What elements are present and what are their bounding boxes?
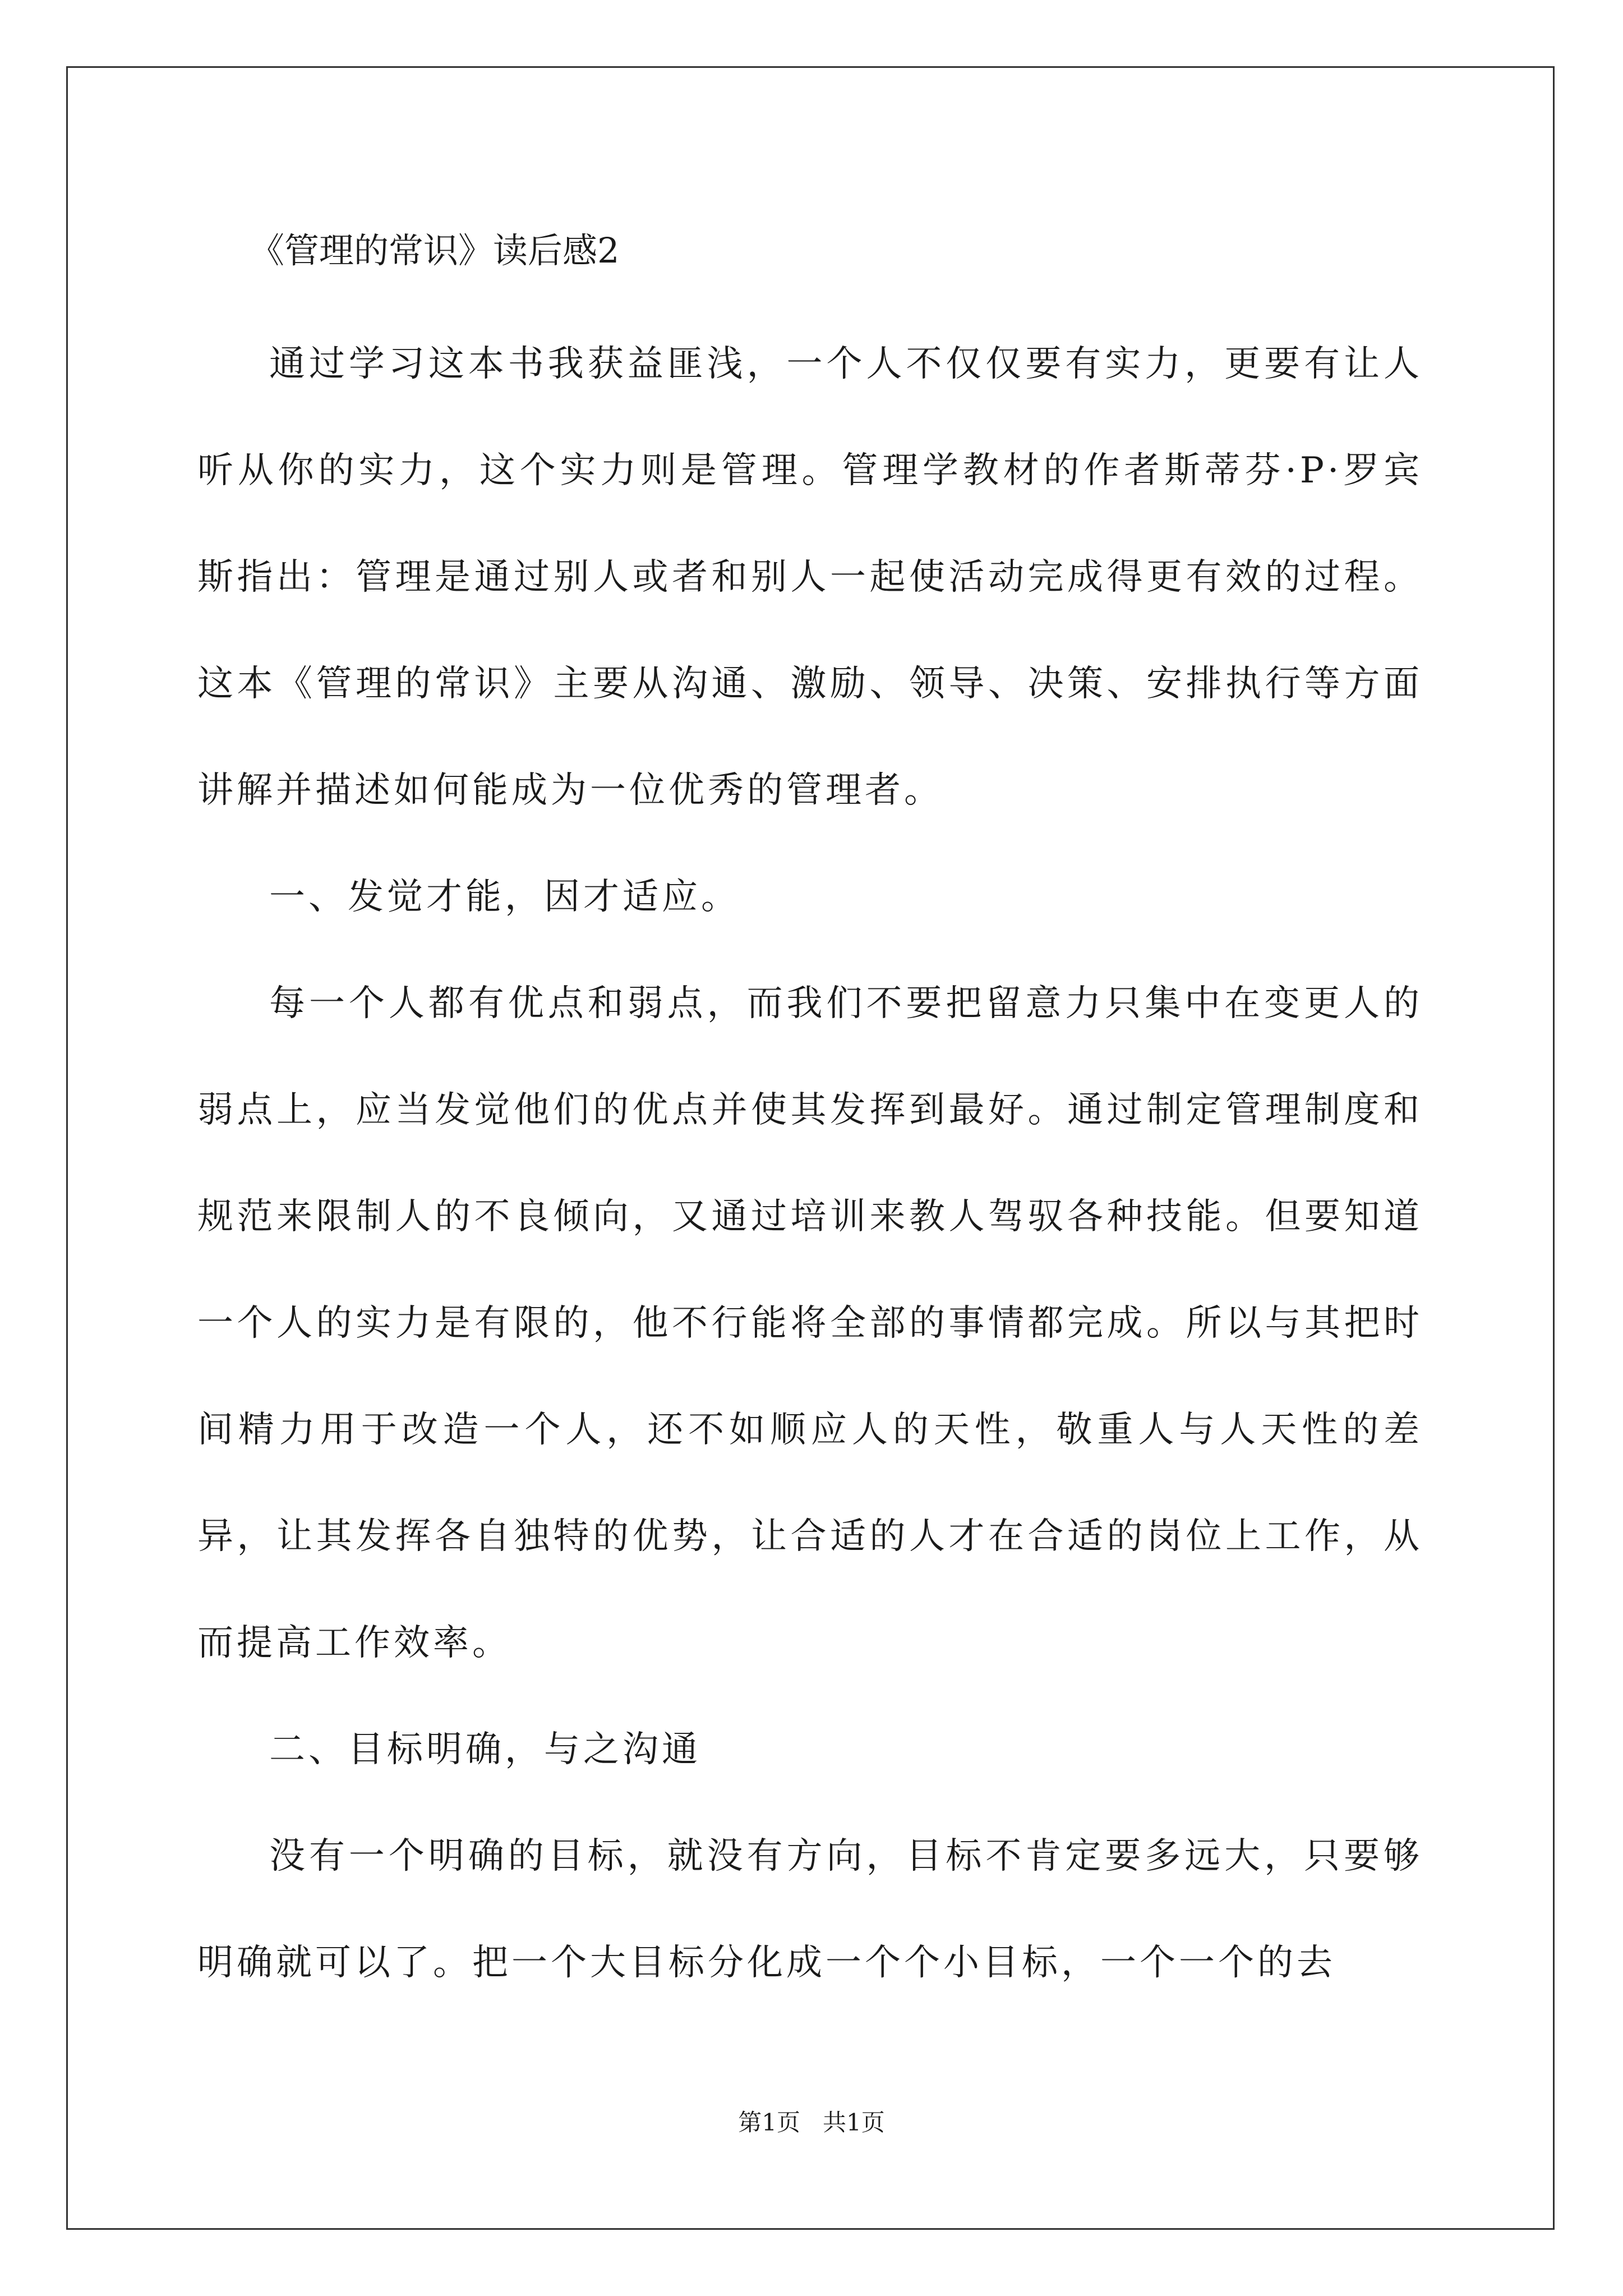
document-title: 《管理的常识》读后感2 [250,230,620,271]
page-footer: 第1页 共1页 [738,2109,885,2136]
paragraph: 没有一个明确的目标，就没有方向，目标不肯定要多远大，只要够明确就可以了。把一个大目标分化成一个个小目标，一个一个的去 [197,1835,1423,1984]
paragraph: 通过学习这本书我获益匪浅，一个人不仅仅要有实力，更要有让人听从你的实力，这个实力则是管理。管理学教材的作者斯蒂芬·P·罗宾斯指出：管理是通过别人或者和别人一起使活动完成得更有效的过程。这本《管理的常识》主要从沟通、激励、领导、决策、安排执行等方面讲解并描述如何能成为一位优秀的管理者。 [197,343,1423,811]
section-heading: 二、目标明确，与之沟通 [269,1729,701,1770]
document-body [197,213,1423,2016]
paragraph: 每一个人都有优点和弱点，而我们不要把留意力只集中在变更人的弱点上，应当发觉他们的优点并使其发挥到最好。通过制定管理制度和规范来限制人的不良倾向，又通过培训来教人驾驭各种技能。但要知道一个人的实力是有限的，他不行能将全部的事情都完成。所以与其把时间精力用于改造一个人，还不如顺应人的天性，敬重人与人天性的差异，让其发挥各自独特的优势，让合适的人才在合适的岗位上工作，从而提高工作效率。 [197,983,1423,1664]
section-heading: 一、发觉才能，因才适应。 [269,876,740,918]
